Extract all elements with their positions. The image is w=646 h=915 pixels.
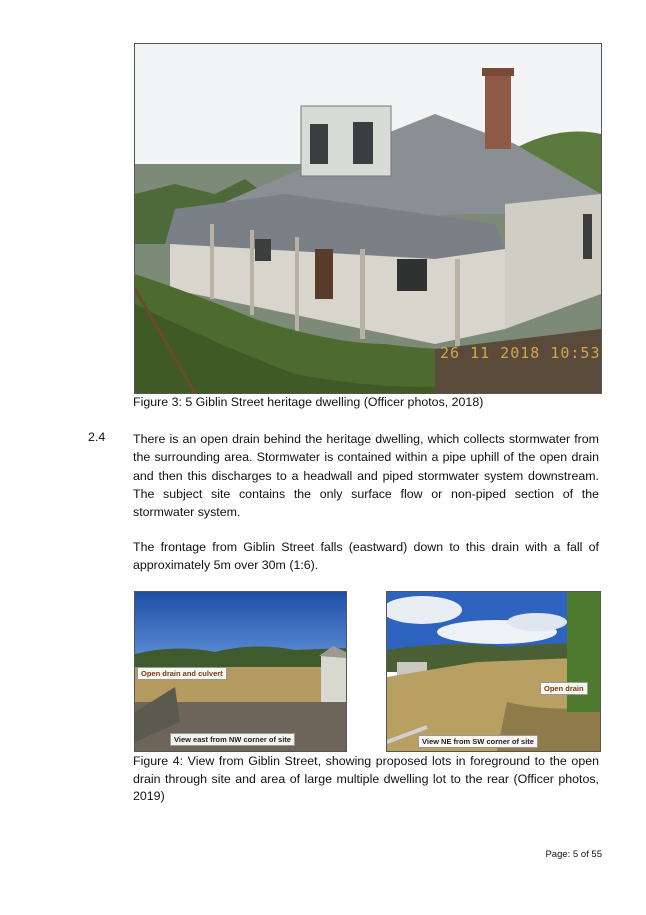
figure-3-photo bbox=[134, 43, 602, 394]
label-view-east: View east from NW corner of site bbox=[170, 733, 295, 746]
label-open-drain-culvert: Open drain and culvert bbox=[137, 667, 227, 680]
photo-timestamp-overlay: 26 11 2018 10:53 bbox=[440, 344, 601, 362]
paragraph-frontage-fall: The frontage from Giblin Street falls (eastward) down to this drain with a fall of approximately 5m over 30m (1:6). bbox=[133, 540, 599, 573]
view-ne-image bbox=[387, 592, 600, 751]
figure-3-caption: Figure 3: 5 Giblin Street heritage dwelling (Officer photos, 2018) bbox=[133, 395, 484, 409]
label-open-drain: Open drain bbox=[540, 682, 588, 695]
figure-4-caption: Figure 4: View from Giblin Street, showing proposed lots in foreground to the open drain through site and area of large multiple dwelling lot to the rear (Officer photos, 2019) bbox=[133, 754, 599, 803]
figure-4-left-photo bbox=[134, 591, 347, 752]
paragraph-open-drain: There is an open drain behind the heritage dwelling, which collects stormwater from the surrounding area. Stormwater is contained within a pipe uphill of the open drain and then this discharges to a headwall and piped stormwater system downstream. The subject site contains the only surface flow or non-piped section of the stormwater system. bbox=[133, 432, 599, 520]
heritage-dwelling-image bbox=[135, 44, 601, 393]
page-number: Page: 5 of 55 bbox=[545, 849, 602, 860]
paragraph-number: 2.4 bbox=[88, 430, 106, 444]
figure-4-right-photo bbox=[386, 591, 601, 752]
label-view-ne: View NE from SW corner of site bbox=[418, 735, 538, 748]
